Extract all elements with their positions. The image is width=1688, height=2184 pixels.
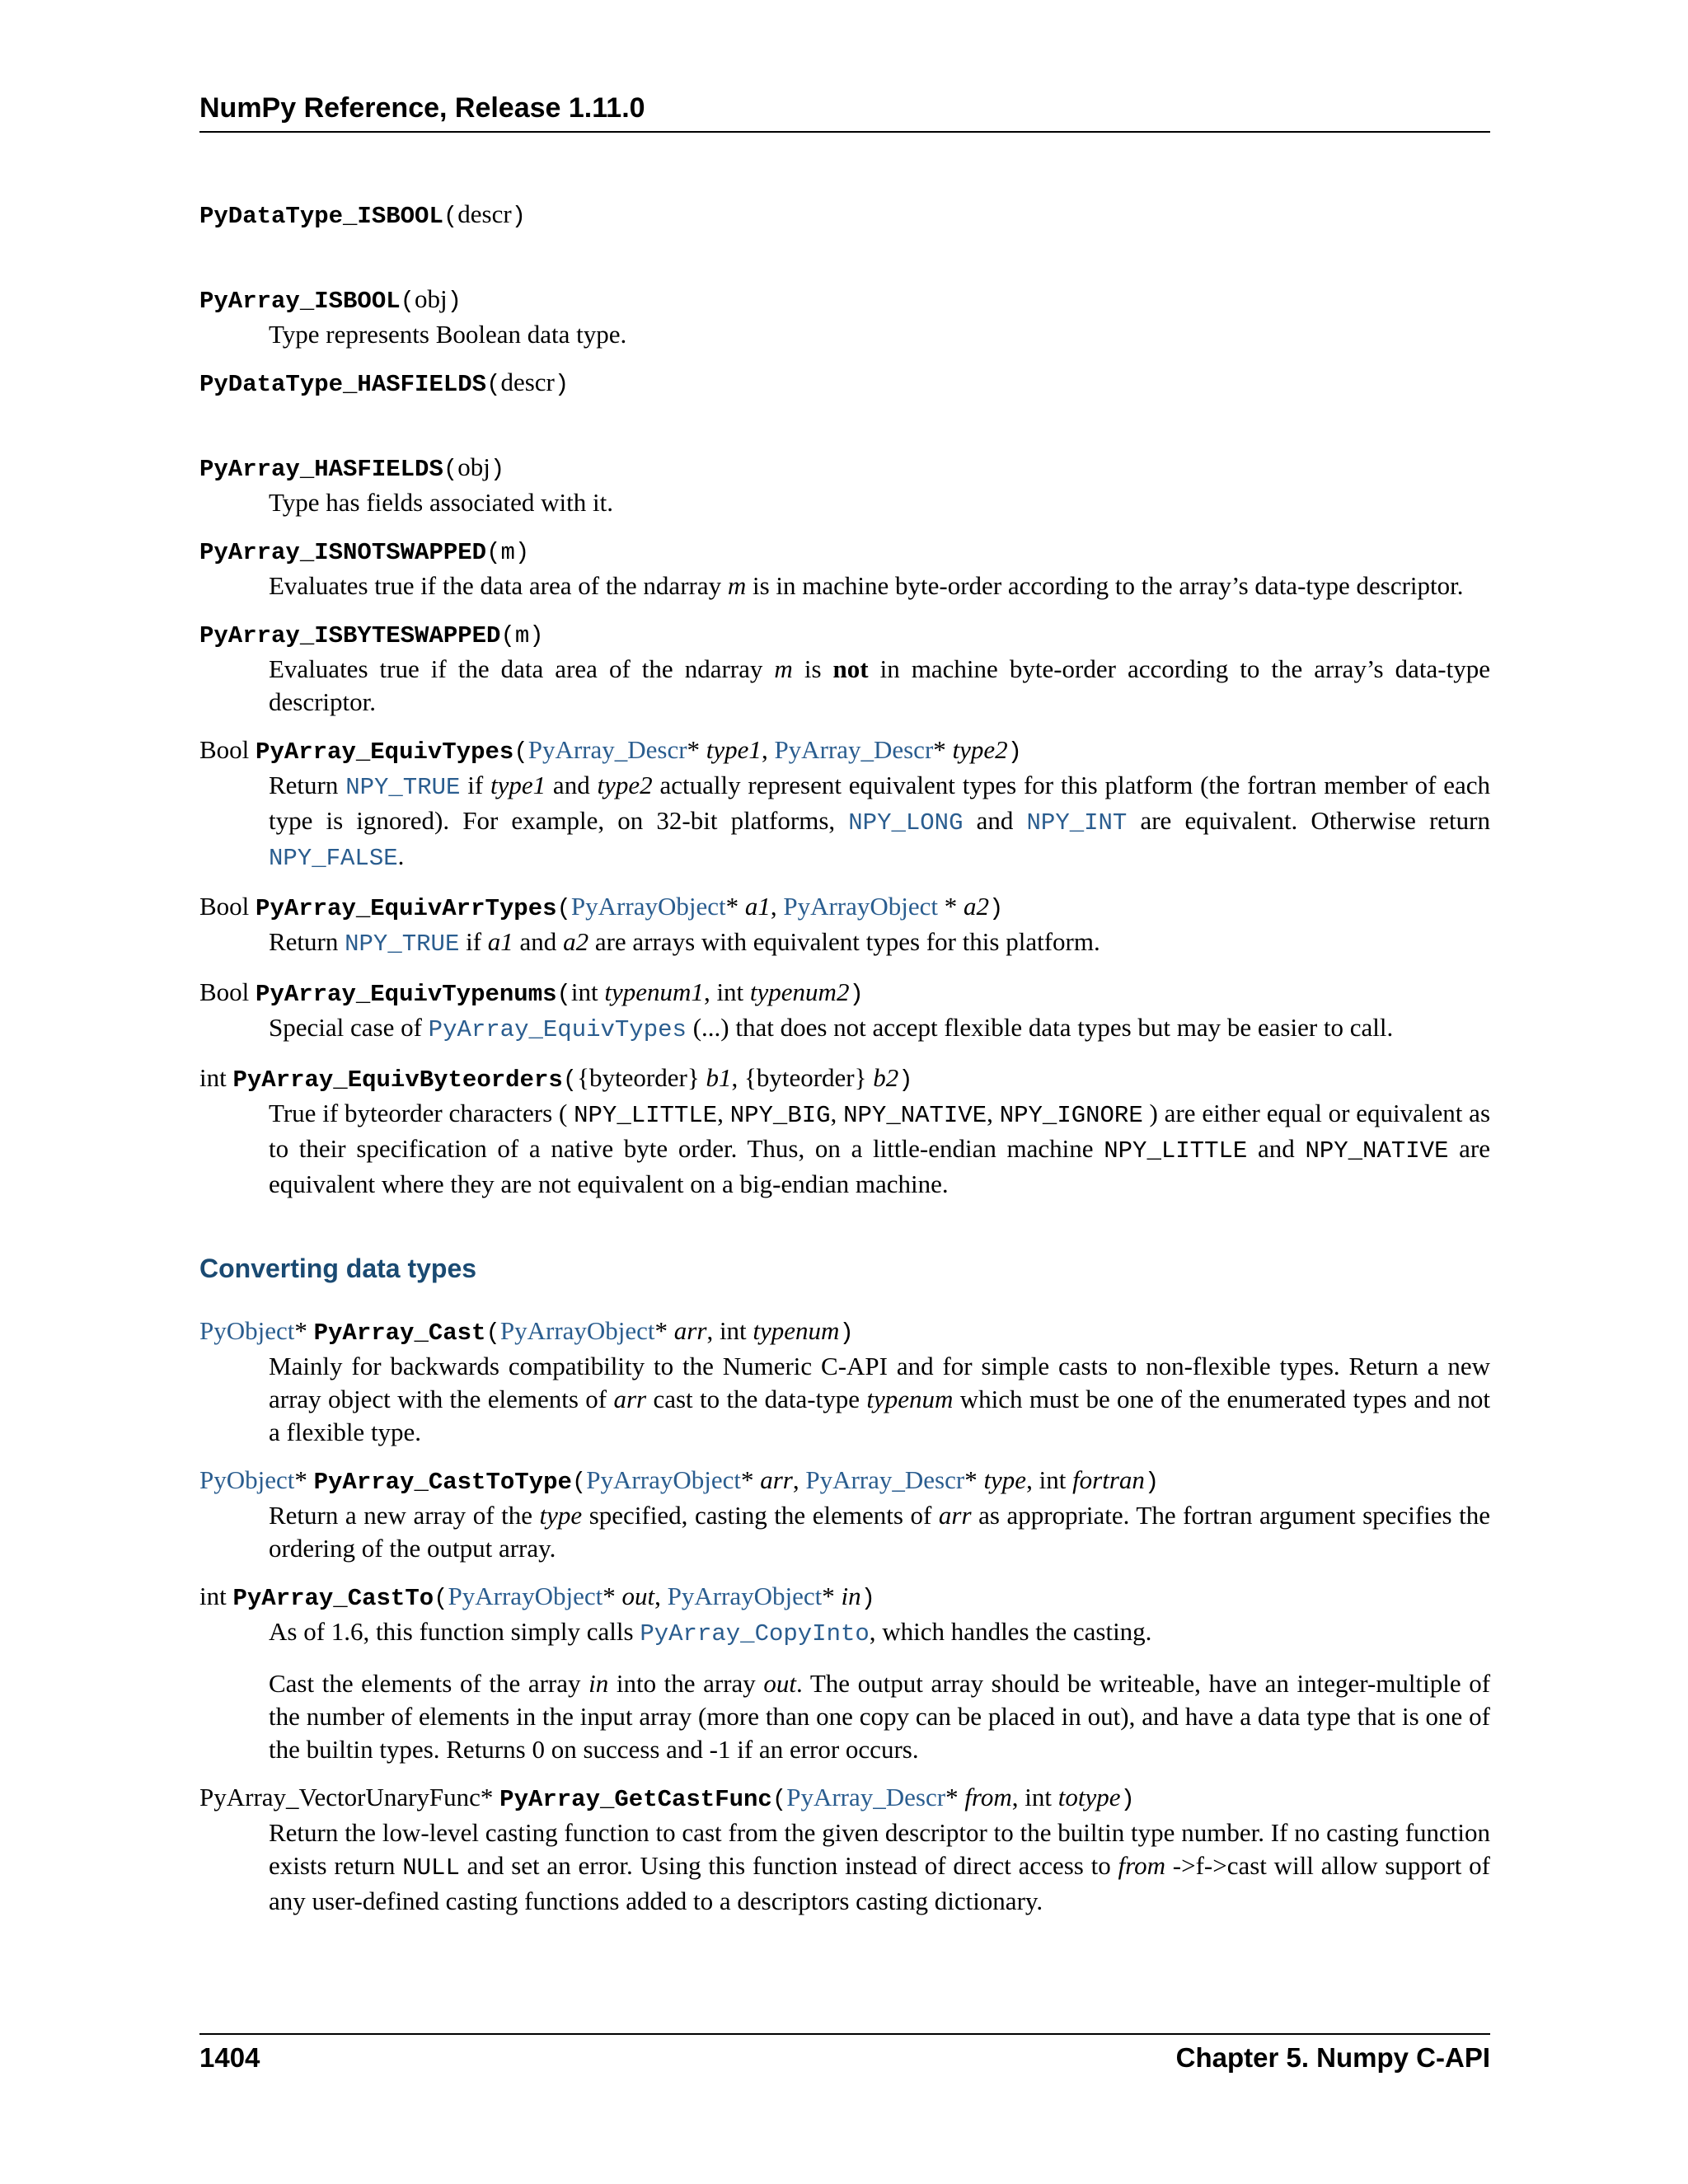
return-type: Bool — [199, 735, 250, 764]
function-name: PyArray_CastToType — [313, 1469, 572, 1496]
type-link[interactable]: PyArrayObject — [570, 892, 726, 921]
function-description: Return NPY_TRUE if type1 and type2 actually represent equivalent types for this platform (the fortran member of each type is ignored). For example, on 32-bit platforms, NPY_LONG and NPY_INT are equivalent. Otherwise return NPY_FALSE. — [269, 771, 1491, 872]
param: m — [500, 539, 515, 566]
function-name: PyArray_ISNOTSWAPPED — [199, 539, 487, 566]
api-entry — [199, 451, 1490, 519]
function-name: PyArray_HASFIELDS — [199, 456, 443, 483]
function-signature: PyArray_ISBOOL(obj) — [199, 284, 462, 315]
constant-link[interactable]: NPY_TRUE — [345, 774, 461, 801]
api-entry — [199, 198, 1490, 233]
constant-link[interactable]: NPY_TRUE — [345, 930, 460, 958]
type-link[interactable]: PyArray_Descr — [805, 1465, 965, 1494]
function-signature: PyObject* PyArray_CastToType(PyArrayObject* arr, PyArray_Descr* type, int fortran) — [199, 1465, 1160, 1496]
api-entry — [199, 1781, 1490, 1918]
param: m — [514, 622, 530, 649]
api-entry — [199, 1315, 1490, 1449]
function-signature: Bool PyArray_EquivArrTypes(PyArrayObject* a1, PyArrayObject * a2) — [199, 892, 1004, 922]
function-description-paragraph: Cast the elements of the array in into the array out. The output array should be writeable, have an integer-multiple of the number of elements in the input array (more than one copy can be placed in out), and have a data type that is one of the builtin types. Returns 0 on success and -1 if an error occurs. — [269, 1669, 1491, 1764]
function-name: PyArray_EquivByteorders — [232, 1066, 563, 1094]
type-link[interactable]: PyArray_Descr — [528, 735, 687, 764]
footer-rule — [199, 2033, 1490, 2035]
api-entry — [199, 1464, 1490, 1565]
running-header: NumPy Reference, Release 1.11.0 — [199, 92, 645, 124]
api-entry — [199, 976, 1490, 1047]
type-link[interactable]: PyArray_Descr — [774, 735, 934, 764]
function-description: Mainly for backwards compatibility to the Numeric C-API and for simple casts to non-flexible types. Return a new array object with the elements of arr cast to the data-type typenum which must be one of the enumerated types and not a flexible type. — [269, 1352, 1490, 1446]
function-description: Return NPY_TRUE if a1 and a2 are arrays with equivalent types for this platform. — [269, 927, 1100, 958]
return-type-link[interactable]: PyObject — [199, 1316, 295, 1345]
api-entry — [199, 617, 1490, 719]
page-number: 1404 — [199, 2042, 260, 2073]
function-signature: PyArray_ISNOTSWAPPED(m) — [199, 539, 530, 566]
api-entry — [199, 366, 1490, 401]
constant-link[interactable]: NPY_LONG — [848, 809, 964, 837]
return-type-link[interactable]: PyObject — [199, 1465, 295, 1494]
chapter-title: Chapter 5. Numpy C-API — [1175, 2042, 1490, 2073]
function-signature: PyDataType_HASFIELDS(descr) — [199, 368, 570, 398]
function-signature: PyArray_VectorUnaryFunc* PyArray_GetCastFunc(PyArray_Descr* from, int totype) — [199, 1783, 1135, 1813]
function-signature: PyArray_ISBYTESWAPPED(m) — [199, 622, 544, 649]
function-name: PyDataType_HASFIELDS — [199, 371, 487, 398]
function-name: PyArray_GetCastFunc — [499, 1786, 772, 1813]
api-entry — [199, 890, 1490, 961]
type-link[interactable]: PyArrayObject — [499, 1316, 655, 1345]
return-type: int — [199, 1063, 227, 1092]
main-content — [199, 198, 1490, 1933]
constant-link[interactable]: NPY_INT — [1026, 809, 1128, 837]
api-entry — [199, 1580, 1490, 1766]
return-type: Bool — [199, 892, 250, 921]
function-signature: int PyArray_CastTo(PyArrayObject* out, PyArrayObject* in) — [199, 1582, 876, 1612]
function-name: PyArray_Cast — [313, 1319, 486, 1347]
function-name: PyArray_EquivTypes — [256, 738, 514, 766]
function-description: Type represents Boolean data type. — [269, 320, 627, 349]
function-description: Return the low-level casting function to cast from the given descriptor to the builtin type number. If no casting function exists return NULL and set an error. Using this function instead of direct access to from ->f->cast will allow support of any user-defined casting functions added to a descriptors casting dictionary. — [269, 1818, 1490, 1915]
function-signature: PyObject* PyArray_Cast(PyArrayObject* arr, int typenum) — [199, 1316, 854, 1347]
type-link[interactable]: PyArray_Descr — [786, 1783, 946, 1811]
type-link[interactable]: PyArrayObject — [783, 892, 939, 921]
param: descr — [457, 199, 512, 228]
function-description: Evaluates true if the data area of the ndarray m is not in machine byte-order according to the array’s data-type descriptor. — [269, 654, 1490, 716]
api-entry — [199, 733, 1490, 875]
function-description: As of 1.6, this function simply calls PyArray_CopyInto, which handles the casting. — [269, 1617, 1152, 1647]
param: obj — [457, 452, 490, 481]
function-signature: int PyArray_EquivByteorders({byteorder} b1, {byteorder} b2) — [199, 1063, 913, 1094]
constant-link[interactable]: NPY_FALSE — [269, 845, 398, 872]
function-description: Special case of PyArray_EquivTypes (...) that does not accept flexible data types but may be easier to call. — [269, 1013, 1394, 1043]
return-type: Bool — [199, 977, 250, 1006]
function-name: PyDataType_ISBOOL — [199, 203, 443, 230]
type-link[interactable]: PyArrayObject — [448, 1582, 603, 1610]
function-description: Type has fields associated with it. — [269, 488, 613, 517]
function-signature: Bool PyArray_EquivTypenums(int typenum1, int typenum2) — [199, 977, 864, 1008]
param: descr — [500, 368, 555, 396]
api-entry — [199, 1062, 1490, 1201]
api-entry — [199, 534, 1490, 602]
function-signature: PyArray_HASFIELDS(obj) — [199, 452, 505, 483]
param: obj — [415, 284, 448, 313]
type-link[interactable]: PyArrayObject — [586, 1465, 741, 1494]
function-description: True if byteorder characters ( NPY_LITTLE, NPY_BIG, NPY_NATIVE, NPY_IGNORE ) are either equal or equivalent as to their specification of a native byte order. Thus, on a little-endian machine NPY_LITTLE and NPY_NATIVE are equivalent where they are not equivalent on a big-endian machine. — [269, 1099, 1491, 1198]
function-name: PyArray_ISBYTESWAPPED — [199, 622, 501, 649]
return-type: int — [199, 1582, 227, 1610]
function-signature: PyDataType_ISBOOL(descr) — [199, 199, 527, 230]
header-rule — [199, 131, 1490, 133]
function-link[interactable]: PyArray_EquivTypes — [428, 1016, 687, 1043]
function-name: PyArray_EquivArrTypes — [256, 895, 557, 922]
api-entry — [199, 283, 1490, 351]
function-name: PyArray_EquivTypenums — [256, 981, 557, 1008]
type-link[interactable]: PyArrayObject — [667, 1582, 823, 1610]
function-link[interactable]: PyArray_CopyInto — [640, 1620, 870, 1647]
function-description: Evaluates true if the data area of the ndarray m is in machine byte-order according to the array’s data-type descriptor. — [269, 571, 1464, 600]
function-description: Return a new array of the type specified, casting the elements of arr as appropriate. The fortran argument specifies the ordering of the output array. — [269, 1501, 1491, 1563]
function-name: PyArray_ISBOOL — [199, 288, 401, 315]
function-signature: Bool PyArray_EquivTypes(PyArray_Descr* type1, PyArray_Descr* type2) — [199, 735, 1023, 766]
return-type: PyArray_VectorUnaryFunc — [199, 1783, 481, 1811]
section-heading: Converting data types — [199, 1254, 477, 1283]
function-name: PyArray_CastTo — [232, 1585, 434, 1612]
